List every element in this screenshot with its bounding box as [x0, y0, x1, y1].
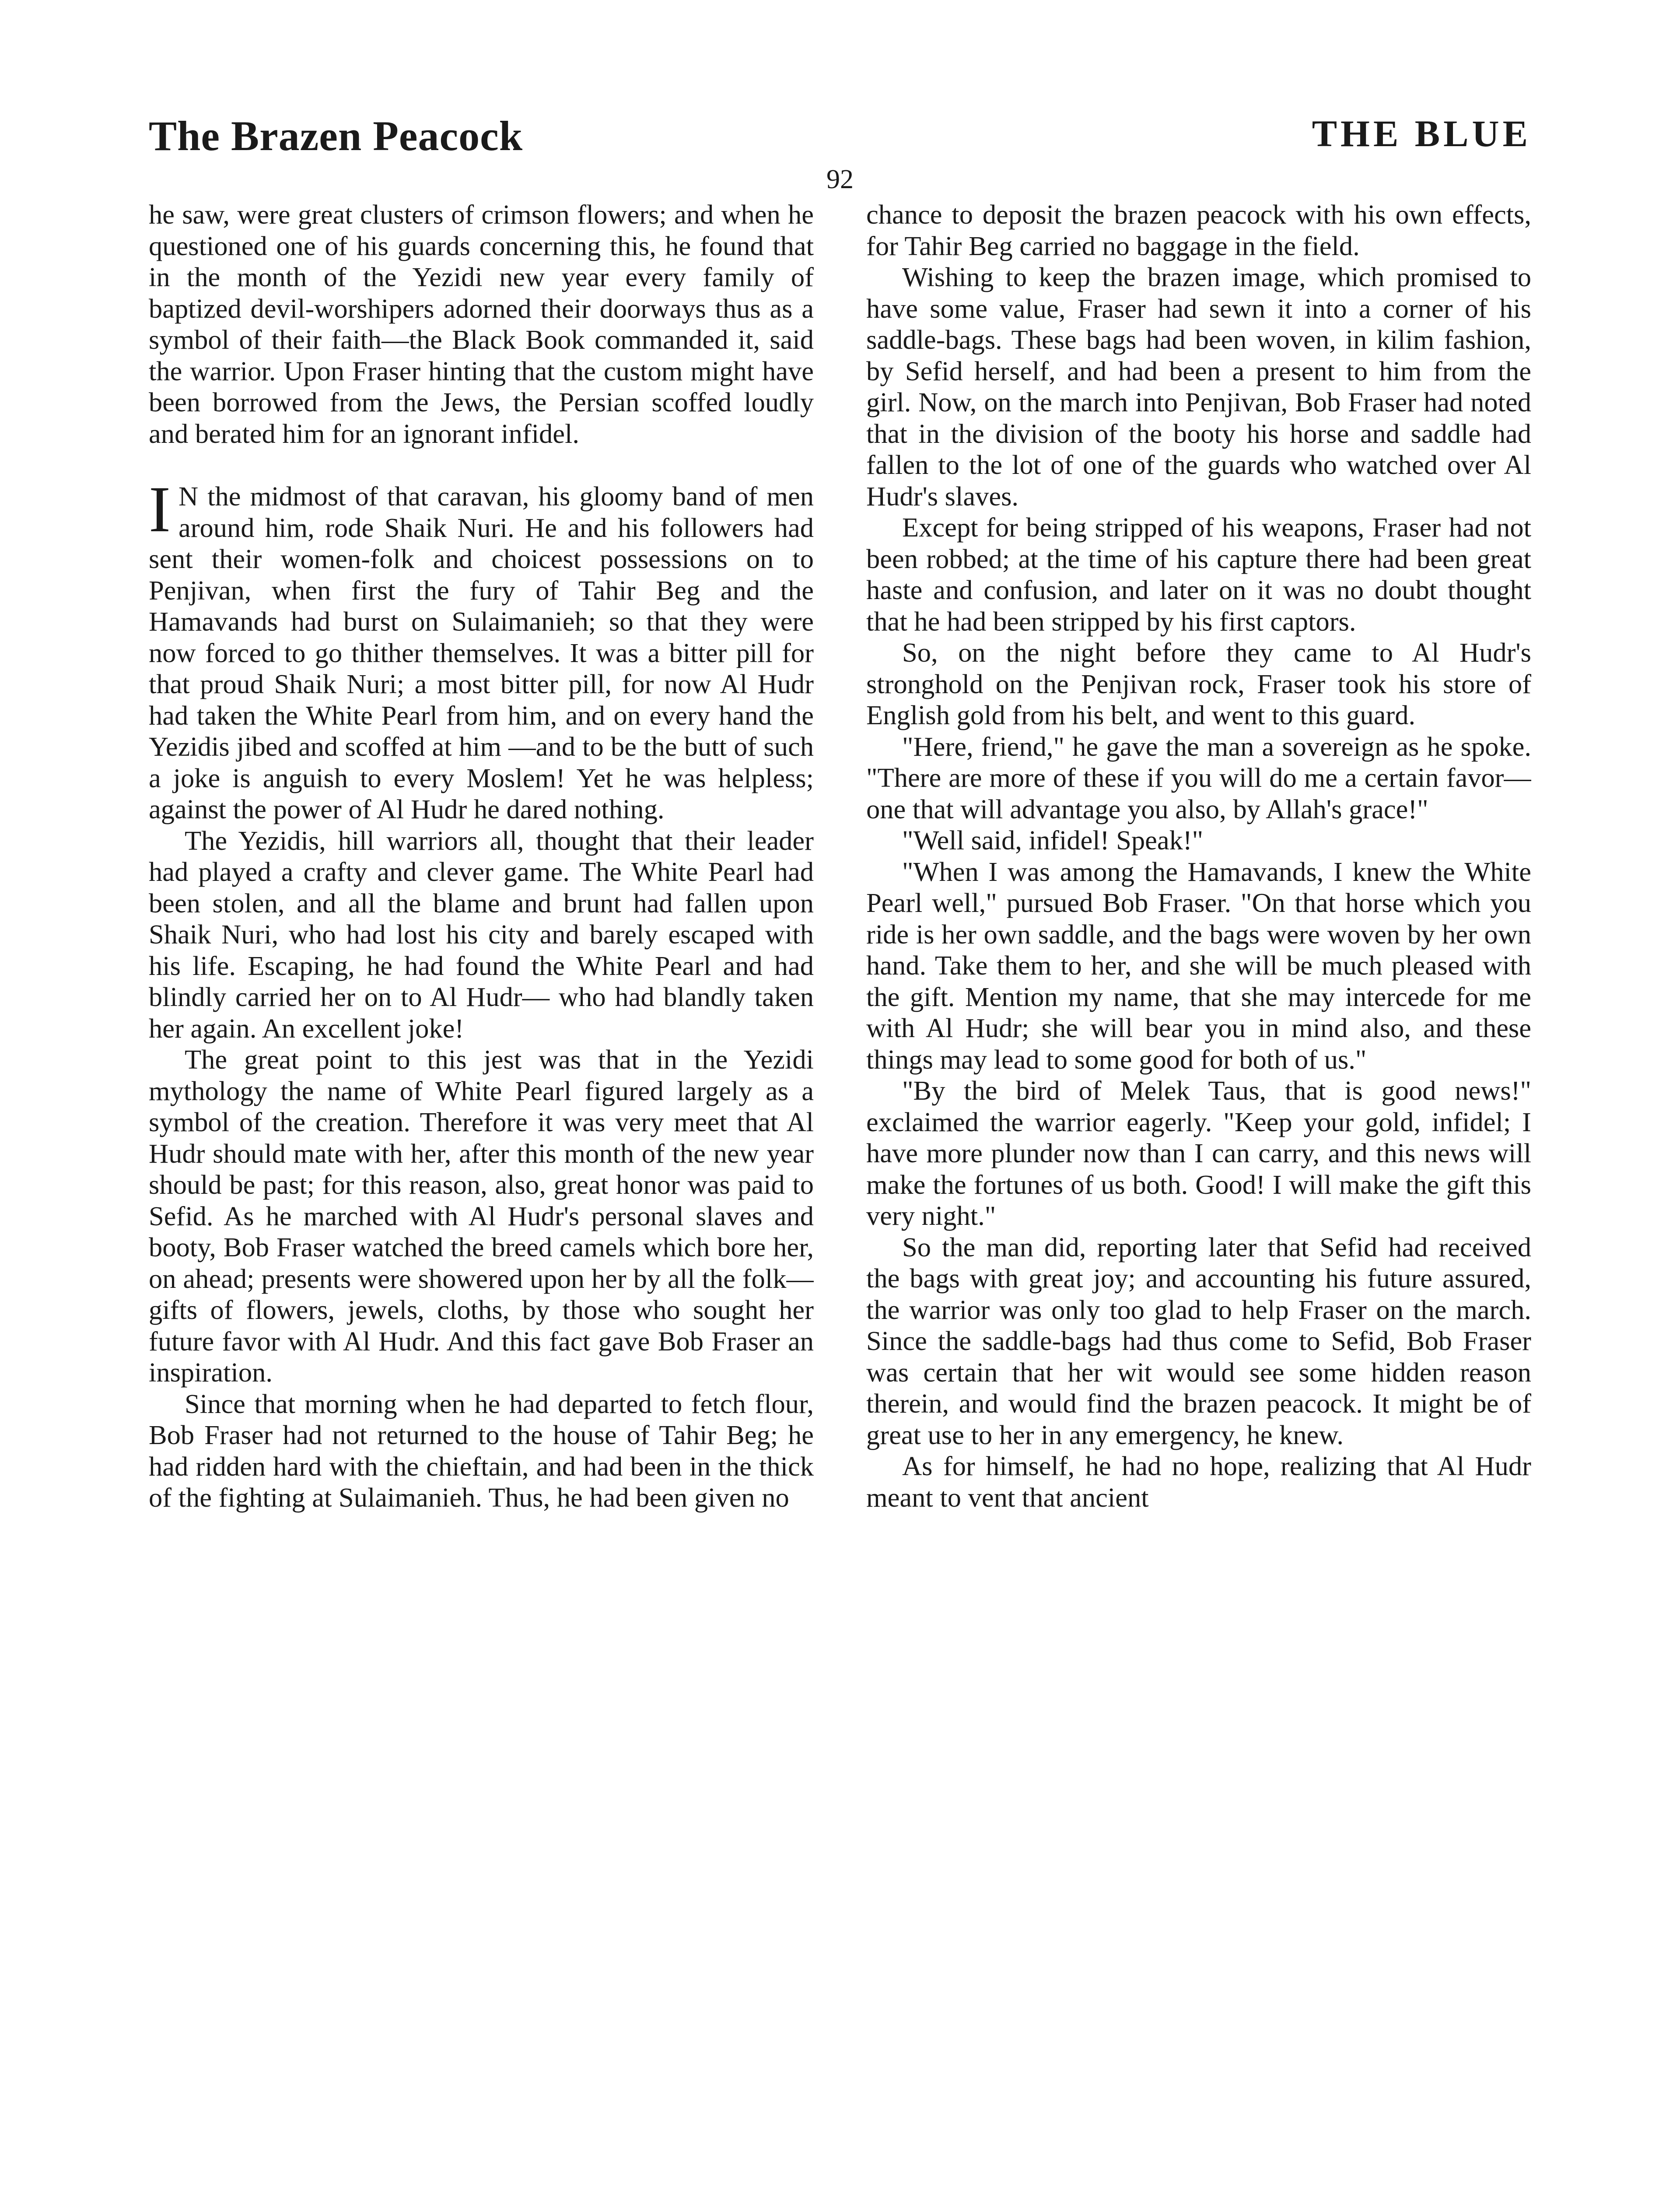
paragraph: Since that morning when he had departed to fetch flour, Bob Fraser had not returned to the house of Tahir Beg; he had ridden hard with the chieftain, and had been in the thick of the fighting at Sulaimanieh. Thus, he had been given no [149, 1388, 814, 1513]
magazine-name: THE BLUE [1312, 112, 1531, 154]
paragraph: "Well said, infidel! Speak!" [902, 825, 1204, 856]
drop-cap: I [149, 473, 171, 546]
paragraph: So, on the night before they came to Al Hudr's stronghold on the Penjivan rock, Fraser took his store of English gold from his belt, and went to this guard. [866, 637, 1531, 730]
page-number: 92 [826, 165, 854, 194]
paragraph: The Yezidis, hill warriors all, thought that their leader had played a crafty and clever game. The White Pearl had been stolen, and all the blame and brunt had fallen upon Shaik Nuri, who had lost his city and barely escaped with his life. Escaping, he had found the White Pearl and had blindly carried her on to Al Hudr— who had blandly taken her again. An excellent joke! [149, 825, 814, 1044]
paragraph: "When I was among the Hamavands, I knew the White Pearl well," pursued Bob Fraser. "On that horse which you ride is her own saddle, and the bags were woven by her own hand. Take them to her, and she will be much pleased with the gift. Mention my name, that she may intercede for me with Al Hudr; she will bear you in mind also, and these things may lead to some good for both of us." [866, 856, 1531, 1075]
paragraph: chance to deposit the brazen peacock with his own effects, for Tahir Beg carried no baggage in the field. [866, 199, 1531, 261]
paragraph: So the man did, reporting later that Sefid had received the bags with great joy; and accounting his future assured, the warrior was only too glad to help Fraser on the march. Since the saddle-bags had thus come to Sefid, Bob Fraser was certain that her wit would see some hidden reason therein, and would find the brazen peacock. It might be of great use to her in any emergency, he knew. [866, 1231, 1531, 1450]
story-title: The Brazen Peacock [149, 112, 523, 159]
paragraph: Wishing to keep the brazen image, which promised to have some value, Fraser had sewn it into a corner of his saddle-bags. These bags had been woven, in kilim fashion, by Sefid herself, and had been a present to him from the girl. Now, on the march into Penjivan, Bob Fraser had noted that in the division of the booty his horse and saddle had fallen to the lot of one of the guards who watched over Al Hudr's slaves. [866, 262, 1531, 512]
paragraph: Except for being stripped of his weapons, Fraser had not been robbed; at the time of his capture there had been great haste and confusion, and later on it was no doubt thought that he had been stripped by his first captors. [866, 512, 1531, 637]
article-body [149, 199, 1531, 2188]
paragraph: "By the bird of Melek Taus, that is good news!" exclaimed the warrior eagerly. "Keep your gold, infidel; I have more plunder now than I can carry, and this news will make the fortunes of us both. Good! I will make the gift this very night." [866, 1075, 1531, 1231]
running-header [149, 112, 1531, 168]
paragraph: he saw, were great clusters of crimson flowers; and when he questioned one of his guards concerning this, he found that in the month of the Yezidi new year every family of baptized devil-worshipers adorned their doorways thus as a symbol of their faith—the Black Book commanded it, said the warrior. Upon Fraser hinting that the custom might have been borrowed from the Jews, the Persian scoffed loudly and berated him for an ignorant infidel. [149, 199, 814, 449]
paragraph: As for himself, he had no hope, realizing that Al Hudr meant to vent that ancient [866, 1451, 1531, 1513]
paragraph-dropcap [149, 473, 814, 825]
left-column [149, 199, 814, 2188]
right-column [866, 199, 1531, 2188]
paragraph: "Here, friend," he gave the man a sovereign as he spoke. "There are more of these if you will do me a certain favor— one that will advantage you also, by Allah's grace!" [866, 731, 1531, 824]
paragraph: The great point to this jest was that in the Yezidi mythology the name of White Pearl figured largely as a symbol of the creation. Therefore it was very meet that Al Hudr should mate with her, after this month of the new year should be past; for this reason, also, great honor was paid to Sefid. As he marched with Al Hudr's personal slaves and booty, Bob Fraser watched the breed camels which bore her, on ahead; presents were showered upon her by all the folk—gifts of flowers, jewels, cloths, by those who sought her future favor with Al Hudr. And this fact gave Bob Fraser an inspiration. [149, 1044, 814, 1388]
paragraph-text: N the midmost of that caravan, his gloomy band of men around him, rode Shaik Nuri. He and his followers had sent their women-folk and choicest possessions on to Penjivan, when first the fury of Tahir Beg and the Hamavands had burst on Sulaimanieh; so that they were now forced to go thither themselves. It was a bitter pill for that proud Shaik Nuri; a most bitter pill, for now Al Hudr had taken the White Pearl from him, and on every hand the Yezidis jibed and scoffed at him —and to be the butt of such a joke is anguish to every Moslem! Yet he was helpless; against the power of Al Hudr he dared nothing. [149, 481, 814, 824]
